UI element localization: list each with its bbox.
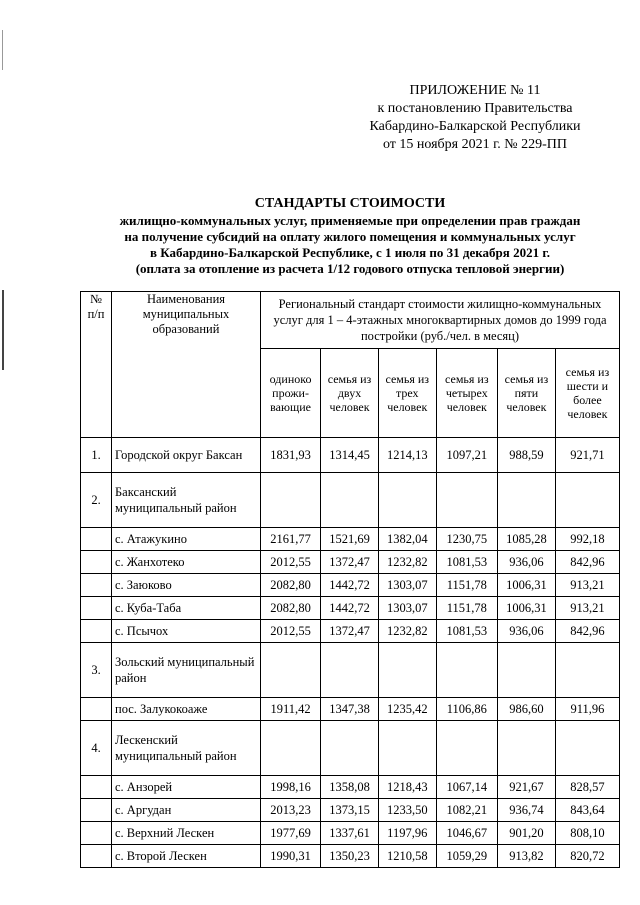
row-value: 1230,75 <box>436 528 497 551</box>
table-body <box>81 438 620 868</box>
table-row <box>81 822 620 845</box>
row-name: с. Анзорей <box>112 776 261 799</box>
row-value: 843,64 <box>555 799 619 822</box>
row-value <box>498 643 556 698</box>
table-row <box>81 528 620 551</box>
row-value: 1046,67 <box>436 822 497 845</box>
row-number: 1. <box>81 438 112 473</box>
appendix-ref: к постановлению Правительства <box>377 101 573 116</box>
appendix-republic: Кабардино-Балкарской Республики <box>369 119 581 134</box>
document-title <box>80 196 620 277</box>
row-value: 2161,77 <box>261 528 321 551</box>
appendix-number: ПРИЛОЖЕНИЕ № 11 <box>409 83 541 98</box>
row-value <box>436 721 497 776</box>
row-value: 986,60 <box>498 698 556 721</box>
row-value: 1314,45 <box>321 438 379 473</box>
row-value: 1006,31 <box>498 597 556 620</box>
title-line-1: жилищно-коммунальных услуг, применяемые при определении прав граждан <box>119 213 581 228</box>
row-value <box>321 473 379 528</box>
row-value <box>498 721 556 776</box>
row-value: 1977,69 <box>261 822 321 845</box>
row-value <box>378 643 436 698</box>
row-value: 1337,61 <box>321 822 379 845</box>
row-value: 1006,31 <box>498 574 556 597</box>
row-number <box>81 845 112 868</box>
row-value <box>436 643 497 698</box>
row-number <box>81 597 112 620</box>
header-group: Региональный стандарт стоимости жилищно-коммунальных услуг для 1 – 4-этажных многоквартирных домов до 1999 года постройки (руб./чел. в месяц) <box>261 292 620 349</box>
row-value <box>261 643 321 698</box>
row-value: 913,21 <box>555 597 619 620</box>
row-value <box>498 473 556 528</box>
row-name: Городской округ Баксан <box>112 438 261 473</box>
row-value: 911,96 <box>555 698 619 721</box>
row-number <box>81 620 112 643</box>
row-value: 1358,08 <box>321 776 379 799</box>
row-value: 1303,07 <box>378 574 436 597</box>
row-name: Баксанский муниципальный район <box>112 473 261 528</box>
row-value: 1442,72 <box>321 574 379 597</box>
table-row <box>81 473 620 528</box>
row-name: с. Второй Лескен <box>112 845 261 868</box>
row-value <box>378 473 436 528</box>
header-name: Наименования муниципальных образований <box>112 292 261 438</box>
row-value: 1082,21 <box>436 799 497 822</box>
title-line-4: (оплата за отопление из расчета 1/12 годового отпуска тепловой энергии) <box>135 261 565 276</box>
row-value: 2082,80 <box>261 574 321 597</box>
row-number <box>81 574 112 597</box>
row-number: 3. <box>81 643 112 698</box>
appendix-date: от 15 ноября 2021 г. № 229-ПП <box>382 137 568 152</box>
table-row <box>81 643 620 698</box>
header-num: № п/п <box>81 292 112 438</box>
row-value <box>321 721 379 776</box>
row-number <box>81 528 112 551</box>
header-col: семья из четырех человек <box>436 349 497 438</box>
title-line-2: на получение субсидий на оплату жилого помещения и коммунальных услуг <box>124 229 576 244</box>
row-value: 1350,23 <box>321 845 379 868</box>
row-name: пос. Залукокоаже <box>112 698 261 721</box>
table-row <box>81 620 620 643</box>
row-value: 1998,16 <box>261 776 321 799</box>
row-value: 1382,04 <box>378 528 436 551</box>
row-value: 1085,28 <box>498 528 556 551</box>
row-value <box>555 721 619 776</box>
header-col: одиноко прожи-вающие <box>261 349 321 438</box>
title-main: СТАНДАРТЫ СТОИМОСТИ <box>254 196 446 211</box>
row-name: Зольский муниципальный район <box>112 643 261 698</box>
row-value: 808,10 <box>555 822 619 845</box>
row-value: 842,96 <box>555 620 619 643</box>
row-value <box>378 721 436 776</box>
row-name: с. Верхний Лескен <box>112 822 261 845</box>
row-value: 913,82 <box>498 845 556 868</box>
row-value: 1372,47 <box>321 551 379 574</box>
table-row <box>81 597 620 620</box>
row-value: 2012,55 <box>261 620 321 643</box>
row-number <box>81 822 112 845</box>
margin-line <box>2 30 3 70</box>
row-value: 1151,78 <box>436 597 497 620</box>
row-value <box>436 473 497 528</box>
row-value: 2082,80 <box>261 597 321 620</box>
row-value: 1210,58 <box>378 845 436 868</box>
standards-table <box>80 291 620 868</box>
row-name: с. Псычох <box>112 620 261 643</box>
header-col: семья из трех человек <box>378 349 436 438</box>
title-line-3: в Кабардино-Балкарской Республике, с 1 июля по 31 декабря 2021 г. <box>149 245 551 260</box>
row-value: 901,20 <box>498 822 556 845</box>
table-row <box>81 574 620 597</box>
row-name: с. Жанхотеко <box>112 551 261 574</box>
row-value: 1521,69 <box>321 528 379 551</box>
row-number: 4. <box>81 721 112 776</box>
row-value: 921,71 <box>555 438 619 473</box>
row-value: 1059,29 <box>436 845 497 868</box>
row-value <box>261 721 321 776</box>
row-number <box>81 799 112 822</box>
table-row <box>81 438 620 473</box>
header-col: семья из шести и более человек <box>555 349 619 438</box>
row-name: с. Атажукино <box>112 528 261 551</box>
row-value: 1081,53 <box>436 620 497 643</box>
row-value: 988,59 <box>498 438 556 473</box>
row-value: 1831,93 <box>261 438 321 473</box>
row-name: с. Аргудан <box>112 799 261 822</box>
row-value: 828,57 <box>555 776 619 799</box>
table-row <box>81 698 620 721</box>
row-value: 842,96 <box>555 551 619 574</box>
row-value: 992,18 <box>555 528 619 551</box>
row-value: 1218,43 <box>378 776 436 799</box>
row-name: Лескенский муниципальный район <box>112 721 261 776</box>
row-value: 1081,53 <box>436 551 497 574</box>
row-value: 2012,55 <box>261 551 321 574</box>
row-value: 1990,31 <box>261 845 321 868</box>
row-value <box>261 473 321 528</box>
row-number: 2. <box>81 473 112 528</box>
row-value: 1372,47 <box>321 620 379 643</box>
row-value: 1233,50 <box>378 799 436 822</box>
table-row <box>81 776 620 799</box>
row-name: с. Заюково <box>112 574 261 597</box>
header-col: семья из пяти человек <box>498 349 556 438</box>
table-row <box>81 551 620 574</box>
row-value: 1232,82 <box>378 620 436 643</box>
table-header-row <box>81 292 620 349</box>
row-value: 936,06 <box>498 620 556 643</box>
row-value: 1442,72 <box>321 597 379 620</box>
row-name: с. Куба-Таба <box>112 597 261 620</box>
row-value: 1151,78 <box>436 574 497 597</box>
row-value: 936,74 <box>498 799 556 822</box>
appendix-block <box>330 82 620 154</box>
table-row <box>81 799 620 822</box>
row-value: 820,72 <box>555 845 619 868</box>
row-value: 913,21 <box>555 574 619 597</box>
table-row <box>81 845 620 868</box>
row-value <box>321 643 379 698</box>
row-value: 1347,38 <box>321 698 379 721</box>
row-value <box>555 643 619 698</box>
row-value: 1106,86 <box>436 698 497 721</box>
row-value: 1197,96 <box>378 822 436 845</box>
row-value: 1235,42 <box>378 698 436 721</box>
row-value: 1911,42 <box>261 698 321 721</box>
row-value: 1232,82 <box>378 551 436 574</box>
margin-binding-mark <box>2 290 4 370</box>
header-col: семья из двух человек <box>321 349 379 438</box>
row-value: 921,67 <box>498 776 556 799</box>
row-number <box>81 698 112 721</box>
row-value: 1303,07 <box>378 597 436 620</box>
row-number <box>81 551 112 574</box>
table-row <box>81 721 620 776</box>
row-number <box>81 776 112 799</box>
row-value: 2013,23 <box>261 799 321 822</box>
row-value <box>555 473 619 528</box>
row-value: 1067,14 <box>436 776 497 799</box>
row-value: 1373,15 <box>321 799 379 822</box>
row-value: 1097,21 <box>436 438 497 473</box>
row-value: 1214,13 <box>378 438 436 473</box>
row-value: 936,06 <box>498 551 556 574</box>
